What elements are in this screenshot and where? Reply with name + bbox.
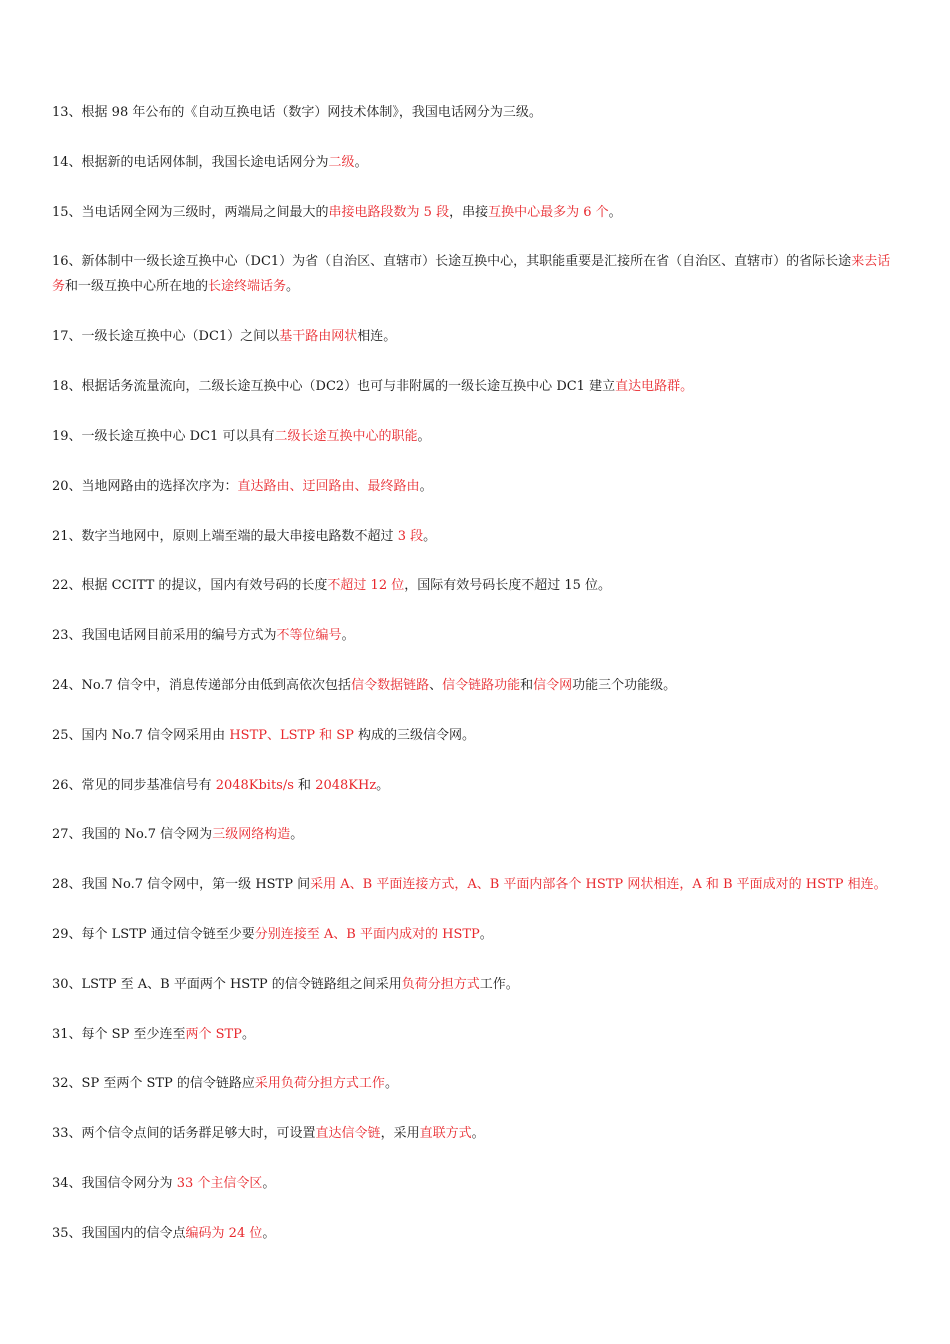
question-text: 相连。 [357, 329, 397, 344]
question-text: 和一级互换中心所在地的 [65, 279, 209, 294]
question-text: 15、当电话网全网为三级时，两端局之间最大的 [52, 205, 329, 220]
list-item [52, 474, 902, 499]
highlighted-answer: 不超过 12 位 [327, 578, 405, 593]
highlighted-answer: 编码为 24 位 [185, 1226, 263, 1241]
question-text: 。 [417, 429, 431, 444]
highlighted-answer: 分别连接至 A、B 平面内成对的 HSTP [254, 927, 480, 942]
question-text: 。 [376, 778, 390, 793]
question-text: 。 [290, 827, 304, 842]
list-item [52, 524, 902, 549]
highlighted-answer: 信令网 [533, 678, 573, 693]
question-text: 24、No.7 信令中，消息传递部分由低到高依次包括 [52, 678, 352, 693]
highlighted-answer: 不等位编号 [276, 628, 342, 643]
list-item [52, 822, 902, 847]
list-item [52, 200, 902, 225]
highlighted-answer: 直达电路群。 [615, 379, 694, 394]
list-item [52, 1221, 902, 1246]
highlighted-answer: 两个 STP [185, 1027, 242, 1042]
list-item [52, 623, 902, 648]
question-text: 工作。 [479, 977, 519, 992]
question-text: ，采用 [380, 1126, 420, 1141]
highlighted-answer: HSTP、LSTP 和 SP [229, 728, 354, 743]
question-text: 30、LSTP 至 A、B 平面两个 HSTP 的信令链路组之间采用 [52, 977, 402, 992]
question-text: 。 [608, 205, 622, 220]
question-text: 。 [423, 529, 437, 544]
question-text: 26、常见的同步基准信号有 [52, 778, 216, 793]
question-text: 18、根据话务流量流向，二级长途互换中心（DC2）也可与非附属的一级长途互换中心 DC1 建立 [52, 379, 616, 394]
highlighted-answer: 二级长途互换中心的职能 [274, 429, 418, 444]
highlighted-answer: 互换中心最多为 6 个 [488, 205, 609, 220]
question-text: 16、新体制中一级长途互换中心（DC1）为省（自治区、直辖市）长途互换中心，其职能重要是汇接所在省（自治区、直辖市）的省际长途 [52, 254, 852, 269]
question-text: 25、国内 No.7 信令网采用由 [52, 728, 230, 743]
list-item [52, 723, 902, 748]
highlighted-answer: 直联方式 [419, 1126, 472, 1141]
list-item [52, 773, 902, 798]
highlighted-answer: 2048KHz [315, 778, 377, 793]
list-item [52, 922, 902, 947]
highlighted-answer: 采用 A、B 平面连接方式，A、B 平面内部各个 HSTP 网状相连，A 和 B 平面成对的 HSTP 相连。 [310, 877, 887, 892]
highlighted-answer: 2048Kbits/s [215, 778, 294, 793]
highlighted-answer: 33 个主信令区 [176, 1176, 263, 1191]
highlighted-answer: 基干路由网状 [279, 329, 358, 344]
question-text: ，串接 [449, 205, 489, 220]
list-item [52, 324, 902, 349]
question-text: 构成的三级信令网。 [353, 728, 476, 743]
list-item [52, 872, 902, 897]
highlighted-answer: 负荷分担方式 [401, 977, 480, 992]
highlighted-answer: 串接电路段数为 5 段 [328, 205, 450, 220]
question-text: 。 [262, 1226, 276, 1241]
list-item [52, 972, 902, 997]
highlighted-answer: 直达信令链 [315, 1126, 381, 1141]
question-text: 14、根据新的电话网体制，我国长途电话网分为 [52, 155, 329, 170]
question-text: 。 [286, 279, 300, 294]
highlighted-answer: 来去话务 [52, 254, 891, 294]
highlighted-answer: 信令数据链路 [351, 678, 430, 693]
question-text: 35、我国国内的信令点 [52, 1226, 186, 1241]
question-text: 。 [384, 1076, 398, 1091]
question-text: 。 [262, 1176, 276, 1191]
list-item [52, 1022, 902, 1047]
list-item [52, 1071, 902, 1096]
question-text: 23、我国电话网目前采用的编号方式为 [52, 628, 277, 643]
question-text: 34、我国信令网分为 [52, 1176, 177, 1191]
question-text: 20、当地网路由的选择次序为： [52, 479, 238, 494]
list-item [52, 374, 902, 399]
highlighted-answer: 三级网络构造 [212, 827, 291, 842]
highlighted-answer: 长途终端话务 [208, 279, 287, 294]
list-item [52, 424, 902, 449]
question-text: 32、SP 至两个 STP 的信令链路应 [52, 1076, 255, 1091]
question-text: 。 [471, 1126, 485, 1141]
question-text: 27、我国的 No.7 信令网为 [52, 827, 213, 842]
question-text: 。 [354, 155, 368, 170]
highlighted-answer: 信令链路功能 [442, 678, 521, 693]
list-item [52, 1171, 902, 1196]
question-text: 22、根据 CCITT 的提议，国内有效号码的长度 [52, 578, 328, 593]
highlighted-answer: 采用负荷分担方式工作 [254, 1076, 385, 1091]
question-text: 。 [419, 479, 433, 494]
question-text: 和 [520, 678, 534, 693]
list-item [52, 573, 902, 598]
question-text: 。 [241, 1027, 255, 1042]
highlighted-answer: 二级 [328, 155, 355, 170]
list-item [52, 249, 902, 299]
list-item [52, 150, 902, 175]
question-text: 28、我国 No.7 信令网中，第一级 HSTP 间 [52, 877, 311, 892]
list-item [52, 1121, 902, 1146]
question-text: 。 [341, 628, 355, 643]
question-text: 13、根据 98 年公布的《自动互换电话（数字）网技术体制》，我国电话网分为三级。 [52, 105, 542, 120]
question-text: 33、两个信令点间的话务群足够大时，可设置 [52, 1126, 316, 1141]
question-text: 17、一级长途互换中心（DC1）之间以 [52, 329, 280, 344]
question-text: 和 [293, 778, 316, 793]
list-item [52, 100, 902, 125]
highlighted-answer: 3 段 [397, 529, 424, 544]
highlighted-answer: 直达路由、迂回路由、最终路由 [237, 479, 420, 494]
question-text: 、 [429, 678, 443, 693]
question-text: 。 [479, 927, 493, 942]
question-text: 21、数字当地网中，原则上端至端的最大串接电路数不超过 [52, 529, 398, 544]
question-text: 29、每个 LSTP 通过信令链至少要 [52, 927, 255, 942]
question-text: 功能三个功能级。 [572, 678, 677, 693]
question-text: 19、一级长途互换中心 DC1 可以具有 [52, 429, 275, 444]
question-text: ，国际有效号码长度不超过 15 位。 [404, 578, 612, 593]
list-item [52, 673, 902, 698]
question-text: 31、每个 SP 至少连至 [52, 1027, 186, 1042]
